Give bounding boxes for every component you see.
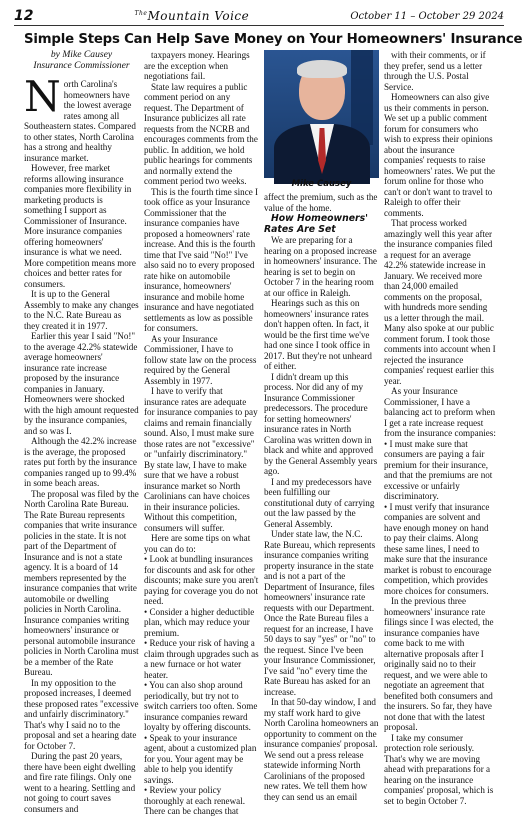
drop-cap: N <box>24 72 61 121</box>
column-4 <box>384 50 496 806</box>
paper-name <box>135 9 250 23</box>
paragraph: Here are some tips on what you can do to: <box>144 533 251 554</box>
paragraph: As your Insurance Commissioner, I have a balancing act to preform when I get a rate increase request from the insurance companies: <box>384 386 496 438</box>
paragraph: Hearings such as this on homeowners' insurance rates don't happen often. In fact, it would be the first time we've had one since I took office in 2017. But they're not unheard of either. <box>264 298 372 371</box>
paragraph: • You can also shop around periodically, but try not to switch carriers too often. Some insurance companies reward loyalty by offering discounts. <box>144 680 258 732</box>
column-1 <box>24 49 139 814</box>
author-photo <box>264 50 379 178</box>
article-subhead: How Homeowners' Rates Are Set <box>264 213 369 235</box>
paragraph: In the previous three homeowners' insurance rate filings since I was elected, the insurance companies have come back to me with alternative proposals after I originally said no to their request, and we were able to negotiate an agreement that benefited both consumers and the insurers. So far, they have not done that with the latest proposal. <box>384 596 494 732</box>
paragraph: The proposal was filed by the North Carolina Rate Bureau. The Rate Bureau represents companies that write insurance policies in the state. It is not part of the Department of Insurance and is not a state agency. It is a board of 14 members represented by the insurance companies that write automobile or dwelling policies in North Carolina. Insurance companies writing homeowners' insurance or personal automobile insurance policies in North Carolina must be a member of the Rate Bureau. <box>24 488 139 677</box>
byline-title: Insurance Commissioner <box>33 59 130 71</box>
column-4-body <box>384 50 496 806</box>
paragraph: This is the fourth time since I took office as your Insurance Commissioner that the insurance companies have proposed a homeowners' rate increase. And this is the fourth time that I've said "No!" I've also said no to every proposed rate hike on automobile insurance, homeowners' insurance and mobile home insurance and have negotiated settlements as low as possible for consumers. <box>144 186 259 333</box>
paragraph: Although the 42.2% increase is the average, the proposed rates put forth by the insurance companies ranged up to 99.4% in some beach areas. <box>24 436 137 488</box>
byline-name: by Mike Causey <box>50 49 113 60</box>
paragraph: State law requires a public comment period on any request. The Department of Insurance publicizes all rate requests from the NCRB and encourages comments from the public. In addition, we hold public hearings for comments and normally extend the comment period two weeks. <box>144 81 258 186</box>
paragraph: As your Insurance Commissioner, I have to follow state law on the process required by the General Assembly in 1977. <box>144 333 257 386</box>
paragraph: I didn't dream up this process. Nor did any of my Insurance Commissioner predecessors. The procedure for setting homeowners' insurance rates in North Carolina was written down in black and white and approved by the General Assembly years ago. <box>264 371 378 476</box>
paragraph: • Look at bundling insurances for discounts and ask for other discounts; make sure you aren't paying for coverage you do not need. <box>144 554 259 606</box>
photo-caption: Mike Causey <box>291 179 352 189</box>
column-3-body <box>264 235 379 802</box>
paragraph: It is up to the General Assembly to make any changes to the N.C. Rate Bureau as they created it in 1977. <box>24 289 139 331</box>
column-1-body <box>24 72 139 814</box>
page-number: 12 <box>14 8 34 24</box>
paragraph: I have to verify that insurance rates are adequate for insurance companies to pay claims and remain financially sound. Also, I must make sure those rates are not "excessive" or "unfairly discriminatory." By state law, I have to make sure that we have a robust insurance market so North Carolinians can have choices in their insurance policies. Without this competition, consumers will suffer. <box>144 386 258 533</box>
paragraph: I and my predecessors have been fulfilling our constitutional duty of carrying out the law passed by the General Assembly. <box>264 476 375 529</box>
paragraph: That process worked amazingly well this year after the insurance companies filed a request for an average 42.2% statewide increase in January. We received more than 24,000 emailed comments on the proposal, with hundreds more sending us a letter through the mail. Many also spoke at our public comment forum. I took those comments into account when I rejected the insurance companies' request earlier this year. <box>384 218 496 386</box>
paragraph: with their comments, or if they prefer, send us a letter through the U.S. Postal Service. <box>384 50 486 92</box>
paragraph-text: orth Carolina's homeowners have the lowest average rates among all Southeastern states. Compared to other states, North Carolina has a strong and healthy insurance market. <box>24 79 136 163</box>
paragraph: However, free market reforms allowing insurance companies more flexibility in marketing products is something I support as Commissioner of Insurance. More insurance companies offering homeowners' insurance is what we need. More competition means more choices and better rates for consumers. <box>24 163 136 289</box>
column-3-lead: affect the premium, such as the value of the home. <box>264 192 378 213</box>
paper-name-main: Mountain Voice <box>147 9 250 23</box>
hair-shape <box>297 60 347 78</box>
paragraph: Under state law, the N.C. Rate Bureau, which represents insurance companies writing property insurance in the state and is not a part of the Department of Insurance, files homeowners' insurance rate requests with our Department. Once the Rate Bureau files a request for an increase, I have 50 days to say "yes" or "no" to the request. Since I've been your Insurance Commissioner, I've said "no" every time the Rate Bureau has asked for an increase. <box>264 529 376 697</box>
paragraph: • Speak to your insurance agent, about a customized plan for you. Your agent may be able to help you identify savings. <box>144 732 257 785</box>
paragraph: Homeowners can also give us their comments in person. We set up a public comment forum for consumers who wish to express their opinions about the insurance companies' requests to raise homeowners' rates. We put the forum online for those who can't or don't want to travel to Raleigh to offer their comments. <box>384 92 496 218</box>
byline <box>24 50 139 71</box>
paragraph: During the past 20 years, there have been eight dwelling and fire rate filings. Only one went to a hearing. Settling and not going to court saves consumers and <box>24 751 136 814</box>
paragraph: In my opposition to the proposed increases, I deemed these proposed rates "excessive and unfairly discriminatory." That's why I said no to the proposal and set a hearing date for October 7. <box>24 677 139 751</box>
paragraph: Earlier this year I said "No!" to the average 42.2% statewide average homeowners' insurance rate increase proposed by the insurance companies in January. Homeowners were shocked with the high amount requested by the insurance companies, and so was I. <box>24 331 139 436</box>
paragraph: • I must make sure that consumers are paying a fair premium for their insurance, and that the premiums are not excessive or unfairly discriminatory. <box>384 438 493 501</box>
column-2 <box>144 50 259 816</box>
article-body <box>24 49 496 816</box>
column-3 <box>264 192 379 802</box>
paragraph: • Review your policy thoroughly at each renewal. There can be changes that <box>144 785 245 816</box>
paragraph: • I must verify that insurance companies are solvent and have enough money on hand to pay their claims. Along these same lines, I need to make sure that the insurance market is robust to encourage competition, which provides more choices for consumers. <box>384 501 492 596</box>
issue-date: October 11 – October 29 2024 <box>350 10 504 22</box>
paragraph <box>24 72 139 163</box>
paragraph: taxpayers money. Hearings are the exception when negotiations fail. <box>144 50 250 81</box>
paper-name-the: The <box>134 10 148 17</box>
paragraph: I take my consumer protection role seriously. That's why we are moving ahead with preparations for a hearing on the insurance companies' proposal, which is set to begin October 7. <box>384 732 494 806</box>
column-2-body <box>144 50 259 817</box>
paragraph: • Reduce your risk of having a claim through upgrades such as a new furnace or hot water heater. <box>144 638 259 680</box>
paragraph: • Consider a higher deductible plan, which may reduce your premium. <box>144 606 255 638</box>
paragraph: In that 50-day window, I and my staff work hard to give North Carolina homeowners an opportunity to comment on the insurance companies' proposal. We send out a press release statewide informing North Carolinians of the proposed new rates. We tell them how they can send us an email <box>264 697 379 802</box>
paragraph: We are preparing for a hearing on a proposed increase in homeowners' insurance. The hearing is set to begin on October 7 in the hearing room at our office in Raleigh. <box>264 235 378 298</box>
article-headline: Simple Steps Can Help Save Money on Your Homeowners' Insurance <box>24 32 522 47</box>
masthead <box>14 7 504 26</box>
